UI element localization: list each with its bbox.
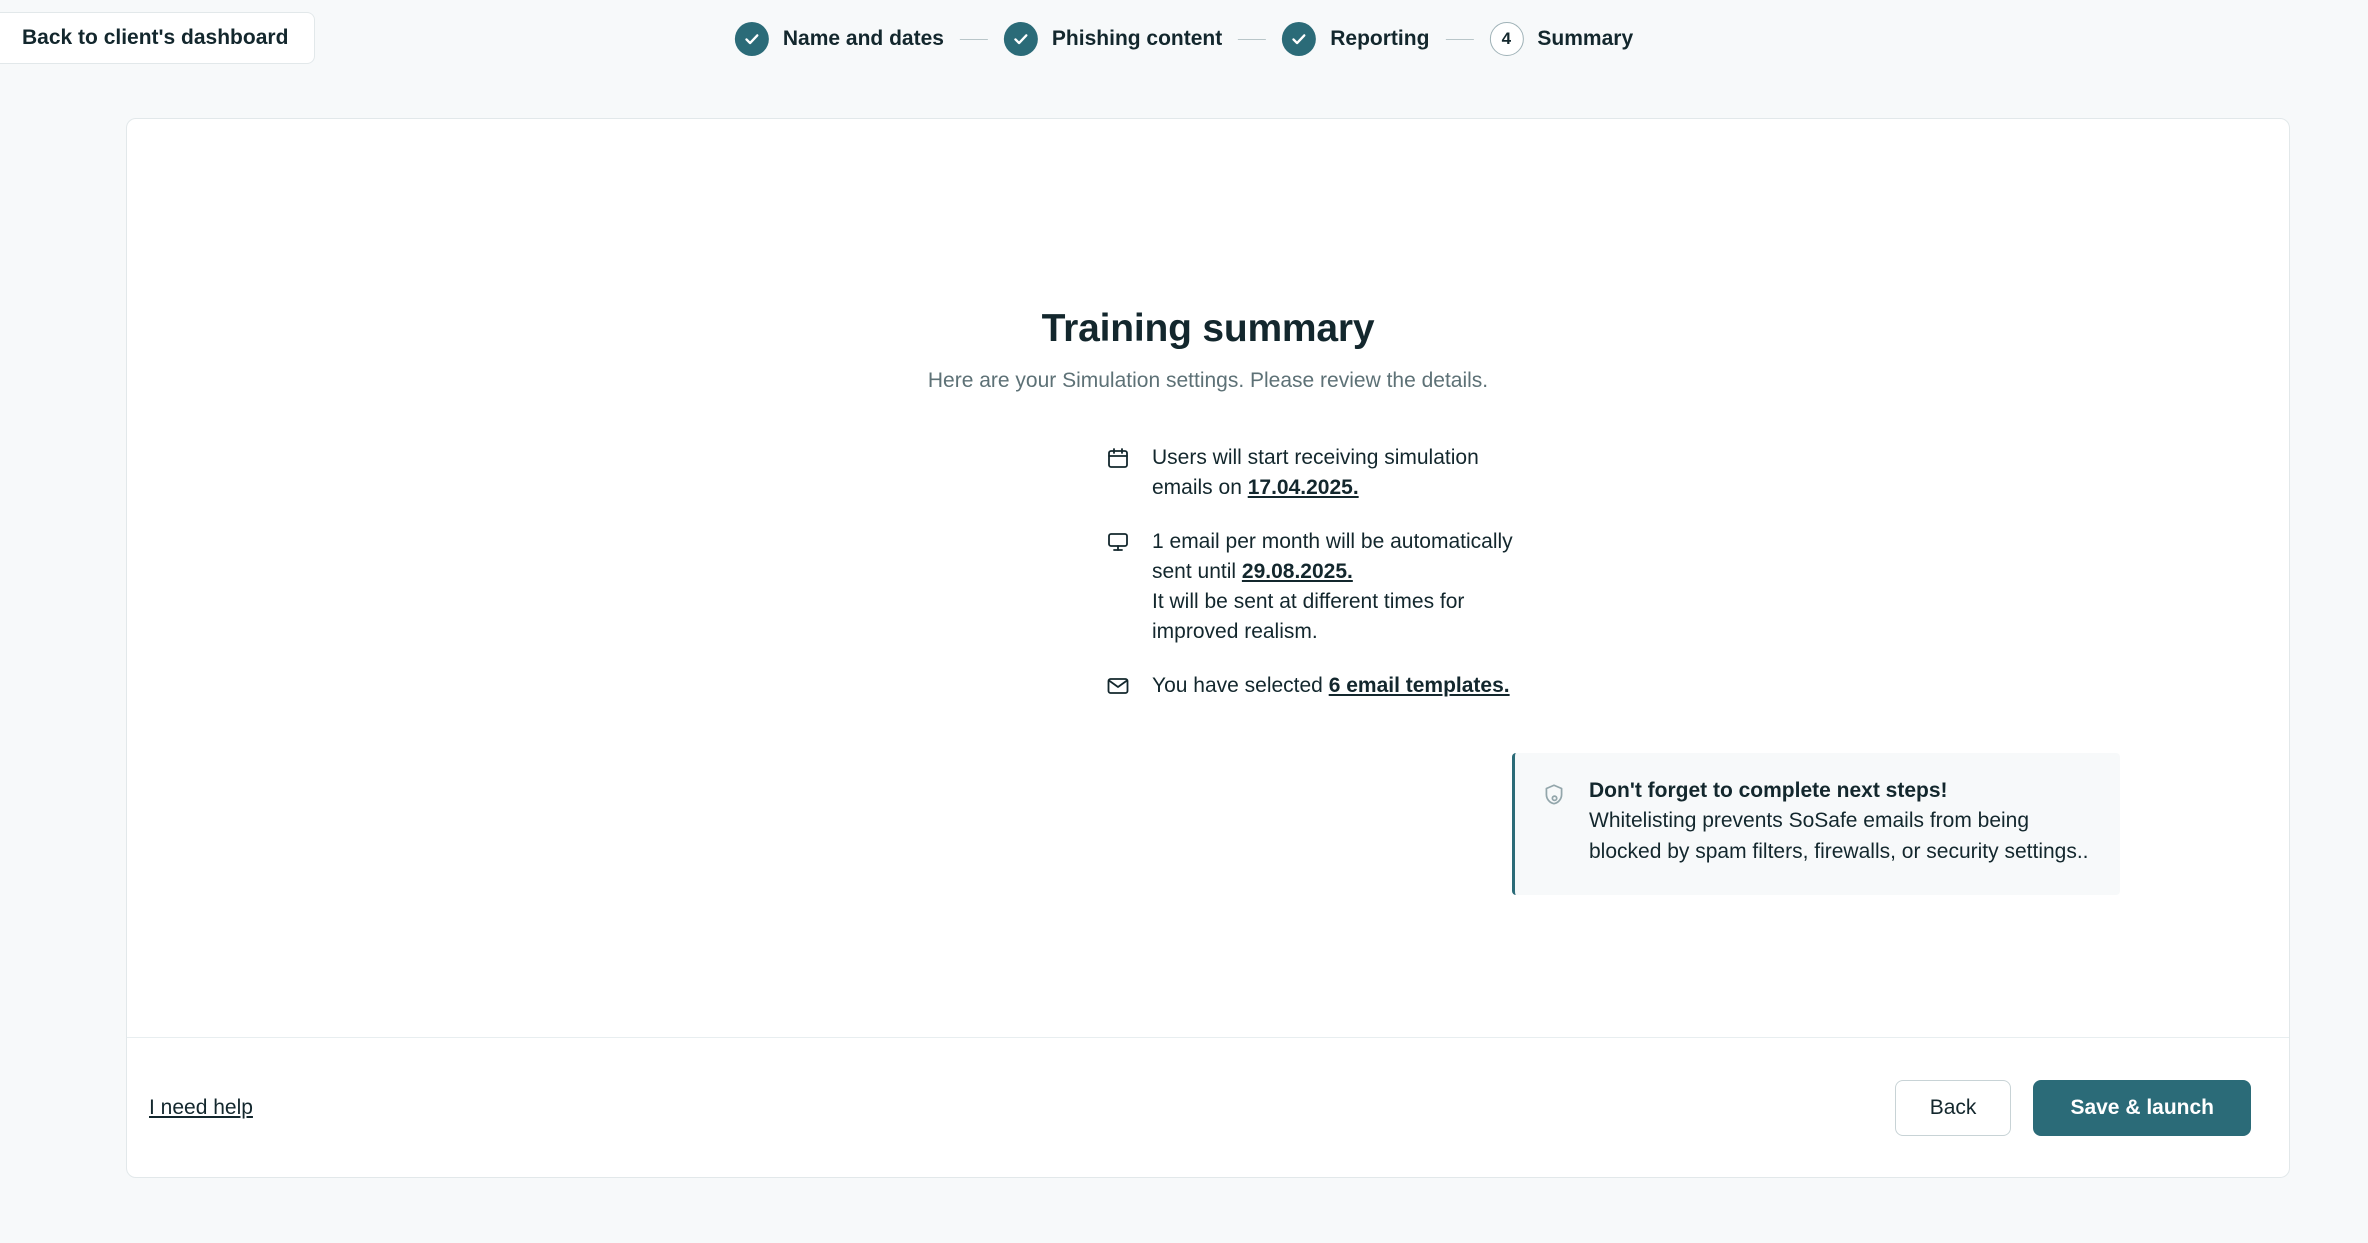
next-steps-notice-body (1589, 779, 2092, 867)
step-separator (1238, 39, 1266, 40)
back-button[interactable]: Back (1895, 1080, 2012, 1136)
back-to-client-dashboard-label: Back to client's dashboard (22, 26, 289, 49)
next-steps-notice-text: Whitelisting prevents SoSafe emails from being blocked by spam filters, firewalls, or security settings.. (1589, 809, 2089, 863)
fact-templates-text (1152, 671, 1510, 701)
check-icon (1282, 22, 1316, 56)
summary-card (126, 118, 2290, 1178)
summary-content (728, 307, 2089, 895)
fact-cadence-text (1152, 527, 1538, 647)
wizard-stepper (735, 0, 1633, 78)
step-separator (1445, 39, 1473, 40)
fact-cadence-value: 29.08.2025. (1241, 560, 1353, 583)
calendar-icon (1106, 446, 1132, 472)
fact-templates (1106, 671, 1538, 701)
step-separator (960, 39, 988, 40)
i-need-help-link[interactable]: I need help (149, 1095, 253, 1119)
footer-actions (1895, 1080, 2251, 1136)
step-reporting-label: Reporting (1330, 27, 1430, 50)
top-bar (0, 0, 2368, 78)
check-icon (1004, 22, 1038, 56)
step-phishing-content-label: Phishing content (1051, 27, 1223, 50)
fact-cadence-second-line: It will be sent at different times for improved realism. (1152, 590, 1465, 643)
mail-icon (1106, 674, 1132, 700)
fact-templates-prefix: You have selected (1152, 674, 1329, 697)
step-summary-label: Summary (1537, 27, 1634, 50)
step-reporting[interactable] (1282, 22, 1429, 56)
shield-settings-icon (1541, 782, 1569, 810)
page-subtitle: Here are your Simulation settings. Please review the details. (927, 369, 1489, 392)
fact-start-date (1106, 443, 1538, 503)
back-to-client-dashboard-button[interactable] (0, 12, 315, 64)
step-name-and-dates-label: Name and dates (782, 27, 944, 50)
step-summary[interactable] (1489, 22, 1633, 56)
monitor-icon (1106, 530, 1132, 556)
fact-cadence-prefix: 1 email per month will be automatically sent until (1152, 530, 1513, 583)
summary-card-body (127, 119, 2289, 1037)
step-number-badge: 4 (1489, 22, 1523, 56)
next-steps-notice-title: Don't forget to complete next steps! (1589, 779, 1948, 802)
step-phishing-content[interactable] (1004, 22, 1222, 56)
fact-start-date-prefix: Users will start receiving simulation emails on (1152, 446, 1479, 499)
fact-templates-value: 6 email templates. (1328, 674, 1510, 697)
page-title: Training summary (1041, 307, 1375, 350)
fact-cadence (1106, 527, 1538, 647)
save-and-launch-button[interactable]: Save & launch (2033, 1080, 2251, 1136)
step-name-and-dates[interactable] (735, 22, 944, 56)
summary-facts-list (878, 443, 1538, 701)
fact-start-date-value: 17.04.2025. (1247, 476, 1359, 499)
next-steps-notice (1512, 753, 2120, 895)
fact-start-date-text (1152, 443, 1538, 503)
card-footer (127, 1037, 2289, 1177)
check-icon (735, 22, 769, 56)
